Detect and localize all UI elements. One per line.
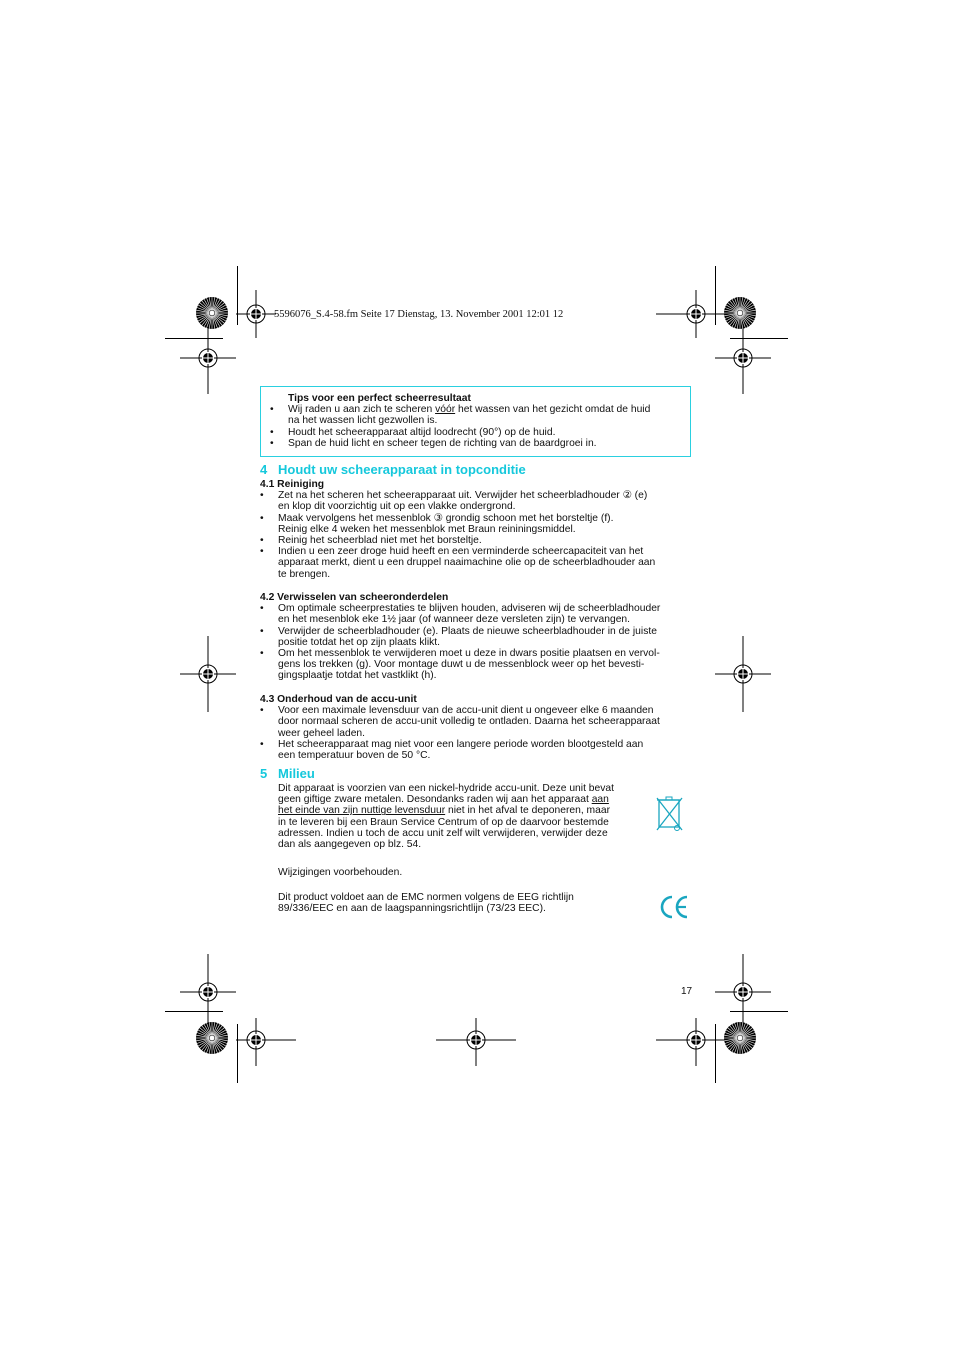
page-number: 17 — [681, 986, 693, 997]
registration-mark-icon — [180, 322, 236, 394]
tips-title: Tips voor een perfect scheerresultaat — [288, 393, 471, 404]
subsection-title: 4.1 Reiniging — [260, 479, 325, 490]
list-item: • Houdt het scheerapparaat altijd loodrecht (90°) op de huid. — [270, 426, 556, 438]
list-item: • Wij raden u aan zich te scheren vóór het wassen van het gezicht omdat de huid na het wassen licht gezwollen is. — [270, 404, 651, 427]
subsection-4-3 — [260, 694, 700, 761]
list-item: • Verwijder de scheerbladhouder (e). Plaats de nieuwe scheerbladhouder in de juiste positie totdat het op zijn plaats klikt. — [260, 625, 657, 648]
registration-mark-icon — [715, 636, 771, 712]
starburst-target-icon — [195, 1021, 229, 1055]
registration-mark-icon — [236, 290, 276, 338]
list-item: • Span de huid licht en scheer tegen de richting van de baardgroei in. — [270, 437, 597, 449]
crossed-bin-icon — [656, 795, 684, 833]
list-item: • Om het messenblok te verwijderen moet u deze in dwars positie plaatsen en vervol- gens los trekken (g). Voor montage duwt u de messenblock weer op het bevesti- gingsplaatje totdat het vastklikt (h). — [260, 648, 660, 682]
section-heading: 5 Milieu — [260, 766, 315, 781]
list-item: • Indien u een zeer droge huid heeft en een verminderde scheercapaciteit van het apparaat merkt, dient u een druppel naaimachine olie op de scheerbladhouder aan te brengen. — [260, 546, 656, 580]
list-item: • Om optimale scheerprestaties te blijven houden, adviseren wij de scheerbladhouder en het mesenblok eke 1½ jaar (of wanneer deze versleten zijn) te vervangen. — [260, 603, 661, 626]
starburst-target-icon — [195, 296, 229, 330]
list-item: • Maak vervolgens het messenblok ③ grondig schoon met het borsteltje (f). Reinig elke 4 weken het messenblok met Braun reininingsmiddel. — [260, 512, 614, 535]
subsection-title: 4.2 Verwisselen van scheeronderdelen — [260, 592, 449, 603]
subsection-4-2 — [260, 592, 700, 682]
registration-mark-icon — [180, 954, 236, 1030]
list-item: • Het scheerapparaat mag niet voor een langere periode worden blootgesteld aan een temperatuur boven de 50 °C. — [260, 738, 644, 762]
tips-content — [270, 393, 690, 449]
registration-mark-icon — [236, 1018, 296, 1066]
starburst-target-icon — [723, 296, 757, 330]
file-header-line: 5596076_S.4-58.fm Seite 17 Dienstag, 13. November 2001 12:01 12 — [274, 309, 564, 320]
registration-mark-icon — [436, 1018, 516, 1066]
underlined-word: vóór — [435, 404, 456, 416]
changes-note: Wijzigingen voorbehouden. — [278, 867, 403, 878]
list-item: • Reinig het scheerblad niet met het borsteltje. — [260, 535, 482, 547]
list-item: • Zet na het scheren het scheerapparaat uit. Verwijder het scheerbladhouder ② (e) en klop dit voorzichtig uit op een vlakke ondergrond. — [260, 490, 648, 513]
starburst-target-icon — [723, 1021, 757, 1055]
registration-mark-icon — [715, 322, 771, 394]
milieu-paragraph: Dit apparaat is voorzien van een nickel-hydride accu-unit. Deze unit bevat geen giftige zware metalen. Desondanks raden wij aan het apparaat aan het einde van zijn nuttige levensduur niet in het afval te deponeren, maar in te leveren bij een Braun Service Centrum of op de daarvoor bestemde adressen. Indien u toch de accu unit zelf wilt verwijderen, verwijder deze dan als aangegeven op blz. 54. — [278, 783, 614, 851]
subsection-4-1 — [260, 479, 700, 580]
emc-statement: Dit product voldoet aan de EMC normen volgens de EEG richtlijn 89/336/EEC en aan de laagspanningsrichtlijn (73/23 EEC). — [278, 892, 574, 915]
section-heading: 4 Houdt uw scheerapparaat in topconditie — [260, 462, 526, 477]
registration-mark-icon — [180, 636, 236, 712]
list-item: • Voor een maximale levensduur van de accu-unit dient u ongeveer elke 6 maanden door normaal scheren de accu-unit volledig te ontladen. Daarna het scheerapparaat weer geheel laden. — [260, 705, 660, 739]
ce-mark-icon — [659, 893, 689, 921]
subsection-title: 4.3 Onderhoud van de accu-unit — [260, 694, 417, 705]
